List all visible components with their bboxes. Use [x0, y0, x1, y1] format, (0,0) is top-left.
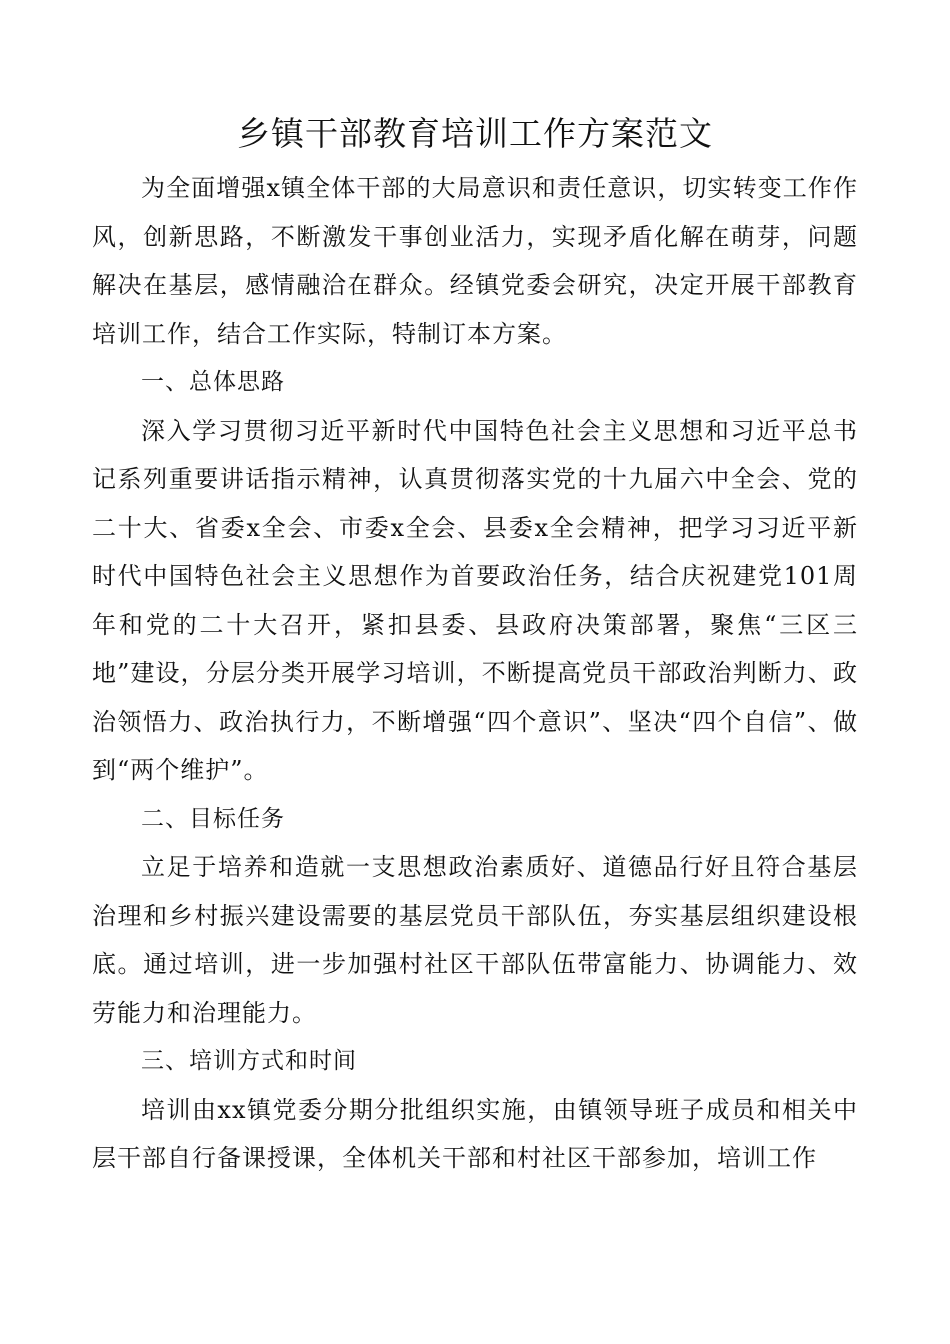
section-body-goals: 立足于培养和造就一支思想政治素质好、道德品行好且符合基层治理和乡村振兴建设需要的基层党员干部队伍，夯实基层组织建设根底。通过培训，进一步加强村社区干部队伍带富能力、协调能力、效劳能力和治理能力。 — [92, 853, 858, 1027]
intro-paragraph: 为全面增强x镇全体干部的大局意识和责任意识，切实转变工作作风，创新思路，不断激发干事创业活力，实现矛盾化解在萌芽，问题解决在基层，感情融洽在群众。经镇党委会研究，决定开展干部教育培训工作，结合工作实际，特制订本方案。 — [92, 174, 858, 348]
section-body-overall-approach: 深入学习贯彻习近平新时代中国特色社会主义思想和习近平总书记系列重要讲话指示精神，认真贯彻落实党的十九届六中全会、党的二十大、省委x全会、市委x全会、县委x全会精神，把学习习近平新时代中国特色社会主义思想作为首要政治任务，结合庆祝建党101周年和党的二十大召开，紧扣县委、县政府决策部署，聚焦“三区三地”建设，分层分类开展学习培训，不断提高党员干部政治判断力、政治领悟力、政治执行力，不断增强“四个意识”、坚决“四个自信”、做到“两个维护”。 — [92, 416, 858, 784]
section-heading-training-method: 三、培训方式和时间 — [141, 1048, 357, 1074]
section-body-training-method: 培训由xx镇党委分期分批组织实施，由镇领导班子成员和相关中层干部自行备课授课，全体机关干部和村社区干部参加，培训工作 — [92, 1095, 858, 1172]
section-heading-overall-approach: 一、总体思路 — [141, 369, 285, 395]
section-heading-goals: 二、目标任务 — [141, 805, 285, 832]
document-title: 乡镇干部教育培训工作方案范文 — [237, 114, 713, 153]
document-page — [92, 108, 858, 1183]
